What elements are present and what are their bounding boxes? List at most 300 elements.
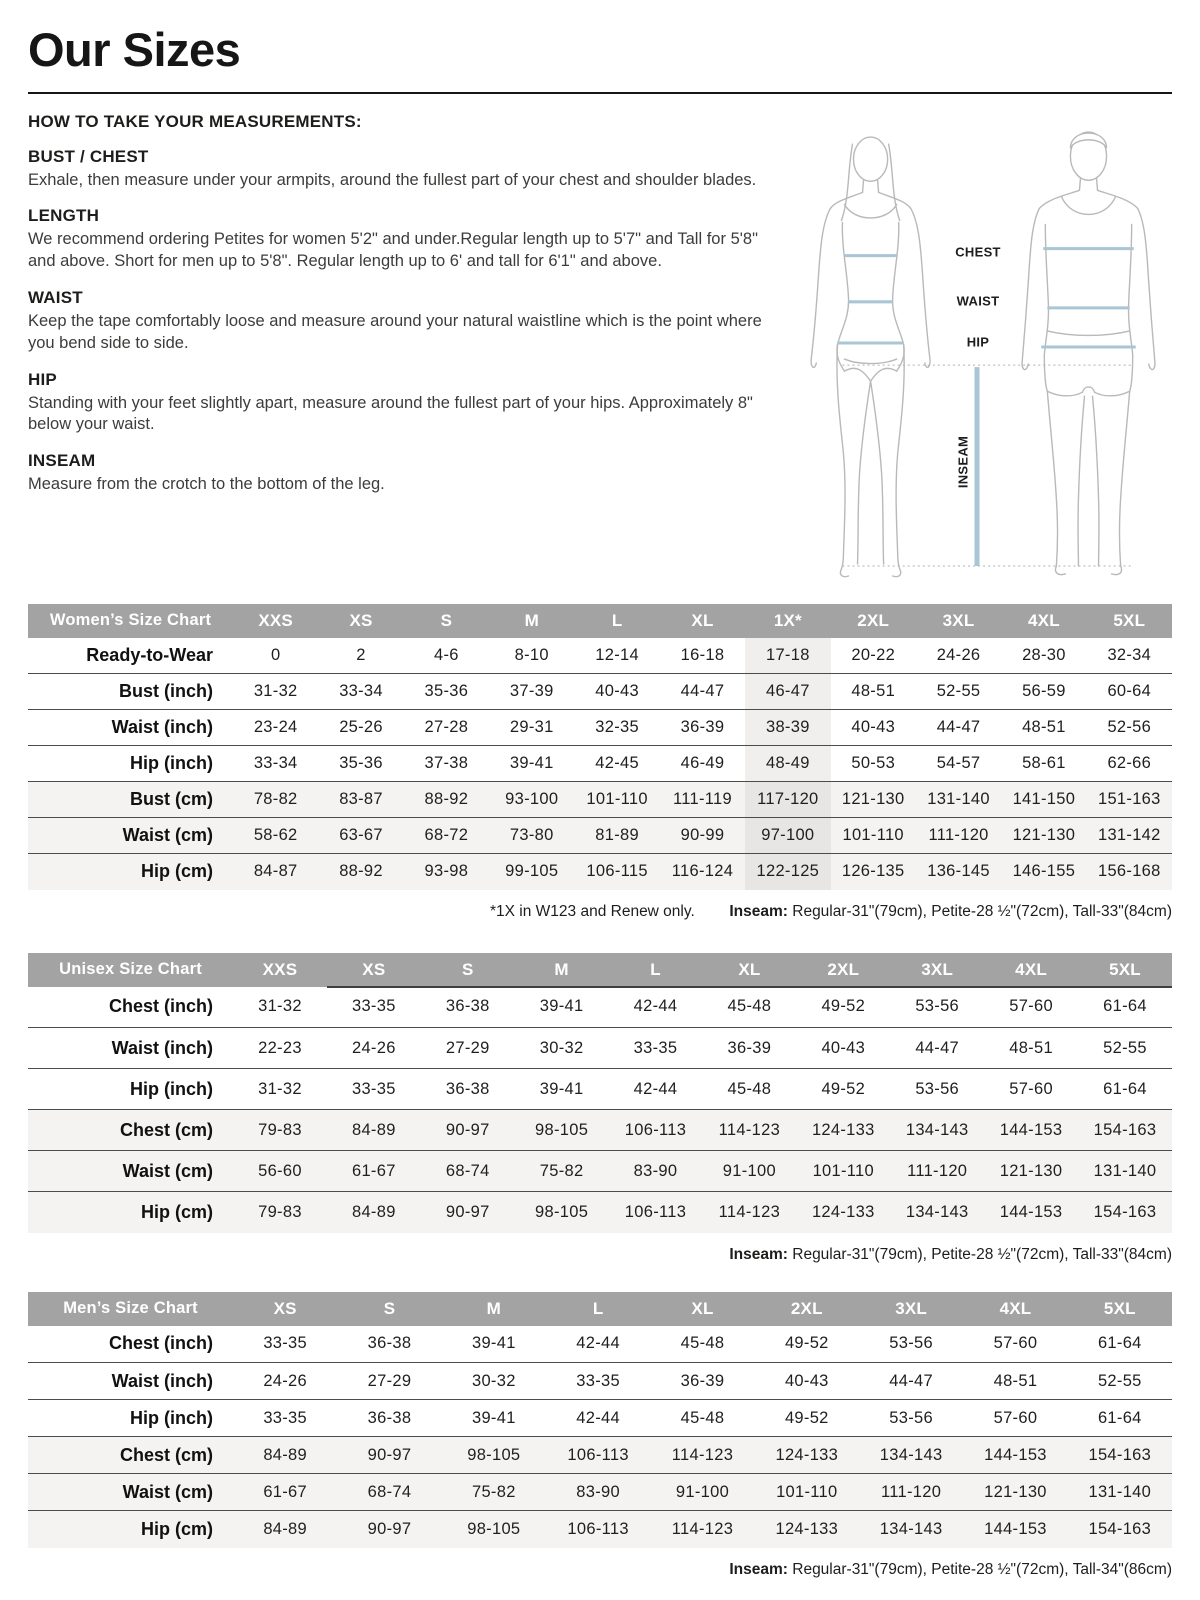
table-header: [28, 1292, 1172, 1326]
column-header: XL: [650, 1292, 754, 1326]
female-figure: [811, 137, 930, 576]
section-title: WAIST: [28, 287, 83, 307]
row-label: Bust (inch): [119, 681, 213, 702]
table-row: [28, 638, 1172, 674]
size-cell: 78-82: [253, 790, 298, 809]
column-header: L: [609, 953, 703, 987]
size-table: [28, 1292, 1172, 1548]
section-title: BUST / CHEST: [28, 146, 149, 166]
size-cell: 33-34: [339, 682, 383, 701]
size-cell: 106-113: [567, 1445, 629, 1464]
size-cell: 53-56: [915, 997, 960, 1016]
size-table-block: [28, 1292, 1172, 1579]
instructions-heading: HOW TO TAKE YOUR MEASUREMENTS:: [28, 111, 362, 131]
row-label: Hip (cm): [141, 1518, 213, 1539]
body-measurement-diagram: [780, 112, 1162, 580]
size-cell: 29-31: [509, 718, 554, 737]
size-cell: 131-140: [927, 790, 990, 809]
size-cell: 50-53: [851, 754, 896, 773]
size-cell: 4-6: [434, 645, 459, 664]
size-cell: 154-163: [1088, 1445, 1152, 1464]
size-cell: 156-168: [1097, 862, 1161, 881]
section-body: Measure from the crotch to the bottom of the leg.: [28, 475, 385, 494]
size-cell: 101-110: [842, 826, 904, 845]
size-cell: 52-55: [1097, 1371, 1142, 1390]
size-cell: 33-35: [633, 1038, 678, 1057]
chest-label: CHEST: [955, 244, 1001, 260]
size-cell: 53-56: [915, 1079, 960, 1098]
size-cell: 31-32: [258, 1079, 302, 1098]
size-cell: 90-97: [445, 1202, 490, 1221]
size-cell: 52-56: [1107, 718, 1152, 737]
size-cell: 46-47: [745, 674, 830, 710]
size-cell: 91-100: [675, 1482, 730, 1501]
size-cell: 42-44: [633, 1079, 678, 1098]
size-cell: 27-29: [445, 1038, 490, 1057]
size-cell: 61-67: [263, 1482, 308, 1501]
table-title-cell: Unisex Size Chart: [28, 953, 233, 987]
size-cell: 83-90: [633, 1161, 678, 1180]
size-cell: 44-47: [936, 718, 981, 737]
row-label: Ready-to-Wear: [86, 644, 213, 665]
size-cell: 42-44: [633, 997, 678, 1016]
size-cell: 33-35: [351, 1079, 396, 1098]
size-cell: 114-123: [718, 1120, 781, 1139]
inseam-footnote-label: Inseam:: [729, 902, 793, 920]
size-cell: 44-47: [889, 1371, 933, 1390]
size-cell: 61-67: [351, 1161, 396, 1180]
size-cell: 36-38: [445, 1079, 490, 1098]
size-cell: 42-44: [576, 1408, 620, 1427]
size-cell: 48-51: [1022, 718, 1066, 737]
size-cell: 57-60: [1009, 1079, 1053, 1098]
header-row: [28, 1292, 1172, 1326]
size-cell: 48-51: [993, 1371, 1038, 1390]
size-cell: 93-100: [505, 790, 559, 809]
column-header: S: [404, 604, 489, 638]
size-cell: 37-39: [509, 682, 554, 701]
size-cell: 32-34: [1107, 645, 1152, 664]
inseam-footnote-label: Inseam:: [729, 1245, 793, 1263]
size-cell: 45-48: [727, 997, 772, 1016]
size-cell: 68-74: [445, 1161, 490, 1180]
inseam-footnote-text: Regular-31"(79cm), Petite-28 ½"(72cm), Tall-33"(84cm): [792, 902, 1172, 920]
column-header: M: [489, 604, 574, 638]
size-cell: 40-43: [595, 682, 639, 701]
size-cell: 98-105: [535, 1120, 589, 1139]
size-cell: 0: [270, 645, 281, 664]
column-header: 4XL: [963, 1292, 1067, 1326]
size-cell: 49-52: [821, 1079, 866, 1098]
table-row: [28, 1511, 1172, 1548]
column-header: 1X*: [745, 604, 830, 638]
size-cell: 99-105: [505, 862, 559, 881]
size-cell: 36-39: [680, 1371, 725, 1390]
size-cell: 36-39: [680, 718, 725, 737]
instruction-section: [28, 451, 772, 496]
size-cell: 131-142: [1097, 826, 1161, 845]
size-cell: 44-47: [915, 1038, 960, 1057]
size-cell: 24-26: [351, 1038, 396, 1057]
instruction-section: [28, 206, 772, 273]
inseam-footnote-text: Regular-31"(79cm), Petite-28 ½"(72cm), Tall-34"(86cm): [792, 1560, 1172, 1578]
header-underline: [327, 986, 1172, 988]
table-footnote: [28, 1561, 1172, 1579]
page-title: Our Sizes: [28, 23, 241, 76]
size-cell: 49-52: [821, 997, 866, 1016]
size-cell: 81-89: [595, 826, 639, 845]
size-cell: 24-26: [263, 1371, 308, 1390]
row-label: Waist (inch): [111, 1037, 213, 1058]
size-table: [28, 604, 1172, 890]
row-label: Hip (cm): [141, 861, 213, 882]
instruction-sections: [28, 147, 772, 496]
table-row: [28, 854, 1172, 890]
size-cell: 33-35: [263, 1334, 308, 1353]
size-cell: 83-87: [339, 790, 383, 809]
size-cell: 36-38: [367, 1408, 412, 1427]
size-cell: 58-61: [1022, 754, 1066, 773]
size-cell: 84-89: [351, 1202, 396, 1221]
size-cell: 106-115: [586, 862, 648, 881]
size-cell: 117-120: [745, 782, 830, 818]
size-cell: 17-18: [745, 638, 830, 674]
row-label: Bust (cm): [129, 789, 213, 810]
size-cell: 111-120: [907, 1161, 968, 1180]
size-cell: 73-80: [509, 826, 554, 845]
size-cell: 126-135: [841, 862, 905, 881]
table-row: [28, 1192, 1172, 1233]
inseam-footnote-text: Regular-31"(79cm), Petite-28 ½"(72cm), Tall-33"(84cm): [792, 1245, 1172, 1263]
size-cell: 154-163: [1093, 1202, 1157, 1221]
size-cell: 146-155: [1012, 862, 1076, 881]
size-cell: 48-49: [745, 746, 830, 782]
size-cell: 33-35: [576, 1371, 620, 1390]
size-cell: 101-110: [812, 1161, 874, 1180]
size-cell: 45-48: [727, 1079, 772, 1098]
size-cell: 54-57: [936, 754, 981, 773]
size-cell: 84-89: [263, 1519, 308, 1538]
size-cell: 79-83: [258, 1202, 302, 1221]
size-cell: 45-48: [680, 1408, 725, 1427]
table-footnote: [28, 903, 1172, 921]
table-row: [28, 1028, 1172, 1069]
size-cell: 53-56: [889, 1334, 933, 1353]
table-row: [28, 1400, 1172, 1437]
table-row: [28, 818, 1172, 854]
size-cell: 134-143: [905, 1120, 969, 1139]
size-cell: 33-34: [253, 754, 298, 773]
size-table-block: [28, 953, 1172, 1264]
size-cell: 39-41: [539, 997, 584, 1016]
row-label: Chest (cm): [119, 1444, 213, 1465]
section-body: We recommend ordering Petites for women 5'2" and under.Regular length up to 5'7" and Tall for 5'8" and above. Short for men up to 5'8". Regular length up to 6' and tall for 6'1" and above.: [28, 230, 758, 271]
section-body: Keep the tape comfortably loose and measure around your natural waistline which is the point where you bend side to side.: [28, 311, 762, 352]
table-row: [28, 987, 1172, 1028]
column-header: XL: [702, 953, 796, 987]
column-header: XXS: [233, 953, 327, 987]
size-cell: 22-23: [258, 1038, 302, 1057]
size-cell: 63-67: [339, 826, 383, 845]
size-cell: 40-43: [851, 718, 896, 737]
column-header: L: [574, 604, 659, 638]
size-cell: 49-52: [784, 1408, 829, 1427]
size-cell: 40-43: [784, 1371, 829, 1390]
header-row: [28, 953, 1172, 987]
inseam-footnote: [729, 1246, 1172, 1264]
table-row: [28, 710, 1172, 746]
size-cell: 48-51: [851, 682, 896, 701]
size-cell: 121-130: [1012, 826, 1076, 845]
hip-label: HIP: [966, 334, 990, 350]
column-header: S: [337, 1292, 441, 1326]
table-row: [28, 746, 1172, 782]
instruction-section: [28, 288, 772, 355]
column-header: 5XL: [1087, 604, 1172, 638]
row-label: Chest (inch): [108, 1333, 213, 1354]
size-cell: 36-38: [367, 1334, 412, 1353]
table-body: [28, 1326, 1172, 1548]
column-header: 4XL: [1001, 604, 1086, 638]
size-cell: 124-133: [811, 1120, 875, 1139]
size-table: [28, 953, 1172, 1233]
size-cell: 42-45: [595, 754, 639, 773]
row-label: Chest (cm): [119, 1119, 213, 1140]
column-header: L: [546, 1292, 650, 1326]
size-cell: 75-82: [539, 1161, 584, 1180]
size-cell: 144-153: [999, 1202, 1063, 1221]
table-row: [28, 1110, 1172, 1151]
table-row: [28, 1437, 1172, 1474]
size-cell: 52-55: [936, 682, 981, 701]
title-divider: [28, 92, 1172, 94]
size-cell: 31-32: [253, 682, 298, 701]
size-cell: 122-125: [745, 854, 830, 890]
section-title: LENGTH: [28, 206, 100, 226]
size-cell: 154-163: [1093, 1120, 1157, 1139]
size-cell: 111-120: [881, 1482, 942, 1501]
size-cell: 111-120: [928, 826, 989, 845]
size-cell: 24-26: [936, 645, 981, 664]
size-cell: 68-74: [367, 1482, 412, 1501]
size-cell: 25-26: [339, 718, 383, 737]
size-cell: 44-47: [680, 682, 725, 701]
size-cell: 2: [356, 645, 366, 664]
size-cell: 97-100: [745, 818, 830, 854]
size-cell: 111-119: [672, 790, 732, 809]
size-cell: 27-28: [424, 718, 469, 737]
row-label: Waist (inch): [111, 717, 213, 738]
measurement-instructions: [28, 112, 780, 580]
size-cell: 33-35: [263, 1408, 308, 1427]
column-header: XS: [327, 953, 421, 987]
size-cell: 98-105: [535, 1202, 589, 1221]
size-cell: 16-18: [680, 645, 725, 664]
size-cell: 144-153: [984, 1445, 1047, 1464]
size-cell: 39-41: [471, 1334, 516, 1353]
size-cell: 106-113: [624, 1202, 687, 1221]
size-cell: 38-39: [745, 710, 830, 746]
size-cell: 144-153: [984, 1519, 1047, 1538]
table-header: [28, 953, 1172, 987]
section-title: INSEAM: [28, 451, 96, 471]
measurement-content-row: [28, 112, 1172, 580]
column-header: 5XL: [1068, 1292, 1172, 1326]
size-cell: 88-92: [424, 790, 469, 809]
column-header: 5XL: [1078, 953, 1172, 987]
column-header: S: [421, 953, 515, 987]
size-cell: 84-87: [253, 862, 298, 881]
table-row: [28, 1326, 1172, 1363]
column-header: 2XL: [755, 1292, 859, 1326]
inseam-footnote: [729, 903, 1172, 921]
size-cell: 93-98: [424, 862, 469, 881]
size-cell: 84-89: [351, 1120, 396, 1139]
size-cell: 56-59: [1022, 682, 1066, 701]
column-header: 2XL: [831, 604, 916, 638]
size-cell: 45-48: [680, 1334, 725, 1353]
size-cell: 154-163: [1088, 1519, 1152, 1538]
size-cell: 30-32: [539, 1038, 584, 1057]
size-cell: 144-153: [999, 1120, 1063, 1139]
size-cell: 121-130: [999, 1161, 1063, 1180]
size-cell: 48-51: [1009, 1038, 1053, 1057]
size-cell: 90-97: [367, 1519, 412, 1538]
table-title-cell: Men’s Size Chart: [28, 1292, 233, 1326]
size-cell: 57-60: [1009, 997, 1053, 1016]
size-cell: 134-143: [879, 1519, 943, 1538]
size-cell: 61-64: [1103, 1079, 1147, 1098]
size-cell: 90-97: [445, 1120, 490, 1139]
size-cell: 68-72: [424, 826, 469, 845]
table-row: [28, 782, 1172, 818]
size-cell: 136-145: [927, 862, 990, 881]
size-cell: 131-140: [1088, 1482, 1152, 1501]
size-cell: 39-41: [539, 1079, 584, 1098]
column-header: M: [515, 953, 609, 987]
size-cell: 114-123: [671, 1445, 734, 1464]
size-cell: 98-105: [467, 1445, 521, 1464]
table-row: [28, 1474, 1172, 1511]
size-cell: 90-99: [680, 826, 725, 845]
table-footnote: [28, 1246, 1172, 1264]
instruction-section: [28, 147, 772, 192]
column-header: XL: [660, 604, 745, 638]
size-cell: 114-123: [671, 1519, 734, 1538]
size-cell: 134-143: [879, 1445, 943, 1464]
table-row: [28, 1151, 1172, 1192]
row-label: Waist (cm): [122, 825, 213, 846]
size-cell: 46-49: [680, 754, 725, 773]
size-cell: 62-66: [1107, 754, 1152, 773]
size-cell: 121-130: [841, 790, 905, 809]
column-header: 3XL: [890, 953, 984, 987]
row-label: Hip (inch): [130, 1078, 213, 1099]
size-cell: 114-123: [718, 1202, 781, 1221]
column-header: XS: [233, 1292, 337, 1326]
row-label: Hip (cm): [141, 1201, 213, 1222]
size-cell: 57-60: [993, 1334, 1038, 1353]
size-cell: 23-24: [253, 718, 298, 737]
size-cell: 57-60: [993, 1408, 1038, 1427]
size-cell: 131-140: [1093, 1161, 1157, 1180]
size-cell: 52-55: [1103, 1038, 1147, 1057]
size-cell: 31-32: [258, 997, 302, 1016]
size-cell: 98-105: [467, 1519, 521, 1538]
row-label: Waist (cm): [122, 1481, 213, 1502]
size-cell: 33-35: [351, 997, 396, 1016]
instruction-section: [28, 370, 772, 437]
size-cell: 91-100: [722, 1161, 776, 1180]
column-header: XXS: [233, 604, 318, 638]
table-row: [28, 1363, 1172, 1400]
footnote-note: *1X in W123 and Renew only.: [490, 902, 695, 920]
section-title: HIP: [28, 369, 57, 389]
size-cell: 61-64: [1103, 997, 1147, 1016]
table-row: [28, 674, 1172, 710]
table-body: [28, 987, 1172, 1233]
size-cell: 37-38: [424, 754, 469, 773]
size-cell: 49-52: [784, 1334, 829, 1353]
column-header: XS: [318, 604, 403, 638]
size-cell: 39-41: [509, 754, 554, 773]
size-cell: 124-133: [811, 1202, 875, 1221]
size-cell: 60-64: [1107, 682, 1152, 701]
row-label: Hip (inch): [130, 1407, 213, 1428]
row-label: Waist (inch): [111, 1370, 213, 1391]
table-title-cell: Women’s Size Chart: [28, 604, 233, 638]
inseam-footnote-label: Inseam:: [729, 1560, 793, 1578]
column-header: M: [442, 1292, 546, 1326]
size-cell: 53-56: [889, 1408, 933, 1427]
header-row: [28, 604, 1172, 638]
column-header: 2XL: [796, 953, 890, 987]
column-header: 3XL: [916, 604, 1001, 638]
size-cell: 121-130: [984, 1482, 1047, 1501]
size-cell: 61-64: [1097, 1334, 1142, 1353]
size-cell: 141-150: [1012, 790, 1076, 809]
size-cell: 101-110: [776, 1482, 838, 1501]
row-label: Chest (inch): [108, 996, 213, 1017]
size-cell: 30-32: [471, 1371, 516, 1390]
size-cell: 35-36: [339, 754, 383, 773]
size-cell: 106-113: [624, 1120, 687, 1139]
size-cell: 27-29: [367, 1371, 412, 1390]
table-row: [28, 1069, 1172, 1110]
size-cell: 32-35: [595, 718, 639, 737]
section-body: Exhale, then measure under your armpits, around the fullest part of your chest and shoulder blades.: [28, 170, 757, 189]
size-cell: 106-113: [567, 1519, 629, 1538]
size-cell: 88-92: [339, 862, 383, 881]
size-cell: 20-22: [851, 645, 896, 664]
size-cell: 36-39: [727, 1038, 772, 1057]
column-header: 3XL: [859, 1292, 963, 1326]
size-table-block: [28, 604, 1172, 921]
size-cell: 56-60: [258, 1161, 302, 1180]
size-cell: 101-110: [586, 790, 648, 809]
size-cell: 35-36: [424, 682, 469, 701]
size-cell: 40-43: [821, 1038, 866, 1057]
size-cell: 134-143: [905, 1202, 969, 1221]
size-cell: 151-163: [1097, 790, 1161, 809]
size-cell: 116-124: [671, 862, 734, 881]
row-label: Waist (cm): [122, 1160, 213, 1181]
size-cell: 8-10: [514, 645, 549, 664]
inseam-footnote: [729, 1561, 1172, 1579]
size-cell: 42-44: [576, 1334, 620, 1353]
size-cell: 12-14: [595, 645, 639, 664]
size-tables: [28, 604, 1172, 1579]
